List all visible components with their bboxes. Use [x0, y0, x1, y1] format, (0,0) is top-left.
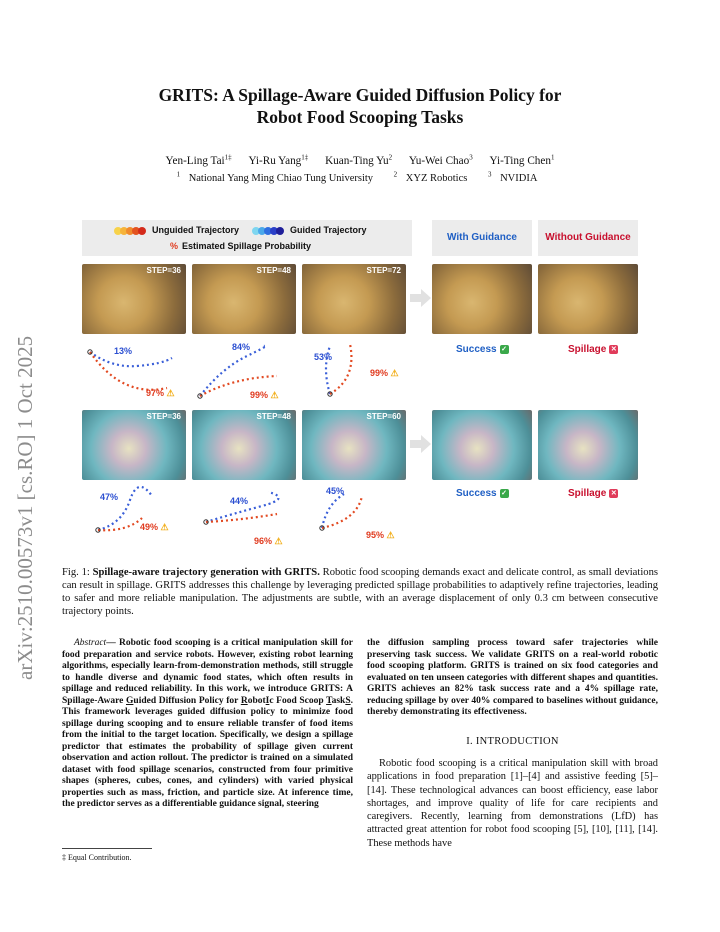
x-icon: ✕ [610, 489, 617, 497]
warning-icon: ⚠ [386, 530, 395, 540]
step-label: STEP=48 [256, 412, 291, 421]
title-line-1: GRITS: A Spillage-Aware Guided Diffusion Policy for [158, 85, 562, 105]
pasta-scoop-photo [82, 264, 186, 334]
cube-result-with-guidance-photo [432, 410, 532, 480]
paper-title [60, 84, 660, 128]
unguided-spillage-percent: 97% ⚠ [146, 388, 175, 398]
step-label: STEP=36 [146, 266, 181, 275]
affiliation: $^1$ National Yang Ming Chiao Tung University [176, 170, 374, 185]
cube-result-without-guidance-photo [538, 410, 638, 480]
guided-legend-dots [252, 227, 284, 235]
author: Yi-Ru Yang$^{1\ddagger}$ [248, 153, 309, 167]
warning-icon: ⚠ [160, 522, 169, 532]
author-block [60, 150, 660, 186]
right-column [367, 638, 658, 850]
caption-label: Fig. 1: [62, 567, 93, 578]
figure-legend [82, 220, 412, 256]
unguided-spillage-percent: 95% ⚠ [366, 530, 395, 540]
title-line-2: Robot Food Scooping Tasks [256, 107, 464, 127]
spillage-label: Spillage ✕ [568, 488, 617, 499]
author: Yi-Ting Chen$^1$ [489, 153, 555, 167]
success-label: Success ✓ [456, 344, 508, 355]
legend-spillage-label: Estimated Spillage Probability [182, 241, 312, 251]
guided-spillage-percent: 84% [232, 342, 251, 352]
trajectory-plot [320, 494, 362, 530]
unguided-spillage-percent: 99% ⚠ [370, 368, 399, 378]
abstract-continued: the diffusion sampling process toward safer trajectories while preserving task success. We validate GRITS on a real-world robotic food scooping platform. GRITS is trained on six food categories and evaluated on ten unseen categories with different shapes and quantities. GRITS achieves an 82% task success rate and a 4% spillage rate, reducing spillage by over 40% compared to baselines without guidance, thereby demonstrating its effectiveness. [367, 638, 658, 717]
affiliation-list [60, 168, 660, 187]
header-with-guidance: With Guidance [432, 220, 532, 256]
warning-icon: ⚠ [166, 388, 175, 398]
author: Yen-Ling Tai$^{1\ddagger}$ [165, 153, 232, 167]
author: Yu-Wei Chao$^3$ [408, 153, 473, 167]
step-label: STEP=48 [256, 266, 291, 275]
warning-icon: ⚠ [274, 536, 283, 546]
left-column [62, 638, 353, 811]
footnote: ‡ Equal Contribution. [62, 853, 132, 862]
unguided-spillage-percent: 49% ⚠ [140, 522, 169, 532]
legend-guided-label: Guided Trajectory [290, 225, 367, 235]
x-icon: ✕ [610, 345, 617, 353]
guided-spillage-percent: 45% [326, 486, 345, 496]
affiliation: $^3$ NVIDIA [487, 170, 538, 185]
figure-caption [62, 566, 658, 618]
arxiv-identifier [4, 270, 44, 690]
cube-scoop-photo [192, 410, 296, 480]
abstract: Abstract— Robotic food scooping is a critical manipulation skill for food preparation and service robots. However, existing robot learning algorithms, especially learn-from-demonstration methods, still struggle to handle diverse and dynamic food states, which often results in spillage and reduced reliability. In this work, we introduce GRITS: A Spillage-Aware Guided Diffusion Policy for RobotIc Food Scoop TaskS. This framework leverages guided diffusion policy to minimize food spillage during scooping and to ensure reliable transfer of food items from the initial to the target location. Specifically, we design a spillage predictor that estimates the probability of spillage given current observation and action rollout. The predictor is trained on a simulated dataset with food spillage scenarios, constructed from four primitive shapes (spheres, cubes, cones, and cylinders) with varied physical properties such as mass, friction, and particle size. At inference time, the predictor serves as a differentiable guidance signal, steering [62, 638, 353, 809]
step-label: STEP=60 [366, 412, 401, 421]
legend-unguided-label: Unguided Trajectory [152, 225, 240, 235]
arrow-icon [410, 434, 432, 454]
cube-scoop-photo [82, 410, 186, 480]
affiliation: $^2$ XYZ Robotics [393, 170, 468, 185]
guided-spillage-percent: 53% [314, 352, 333, 362]
guided-spillage-percent: 44% [230, 496, 249, 506]
warning-icon: ⚠ [270, 390, 279, 400]
figure-1 [82, 220, 642, 550]
warning-icon: ⚠ [390, 368, 399, 378]
check-icon: ✓ [501, 345, 508, 353]
pasta-result-without-guidance-photo [538, 264, 638, 334]
unguided-spillage-percent: 96% ⚠ [254, 536, 283, 546]
unguided-spillage-percent: 99% ⚠ [250, 390, 279, 400]
pasta-scoop-photo [192, 264, 296, 334]
header-without-guidance: Without Guidance [538, 220, 638, 256]
intro-paragraph: Robotic food scooping is a critical manipulation skill with broad applications in food preparation [1]–[4] and assistive feeding [5]–[14]. These technological advances can boost efficiency, ease labor shortages, and improve quality of life for care recipients and caregivers. Recently, learning from demonstrations (LfD) has attracted great attention for robot food scooping [5], [10], [11], [14]. These methods have [367, 758, 658, 849]
step-label: STEP=36 [146, 412, 181, 421]
pasta-scoop-photo [302, 264, 406, 334]
svg-text:arXiv:2510.00573v1 [cs.RO] 1: arXiv:2510.00573v1 [cs.RO] 1 Oct 2025 [13, 335, 37, 680]
spillage-label: Spillage ✕ [568, 344, 617, 355]
success-label: Success ✓ [456, 488, 508, 499]
arrow-icon [410, 288, 432, 308]
step-label: STEP=72 [366, 266, 401, 275]
abstract-label: Abstract [74, 638, 107, 648]
trajectory-row-2 [82, 484, 412, 550]
section-heading: I. INTRODUCTION [466, 735, 559, 747]
abstract-text: Robotic food scooping is a critical manipulation skill for food preparation and service robots. However, existing robot learning algorithms, especially learn-from-demonstration methods, still struggle to handle diverse and dynamic food states, which often results in spillage and reduced reliability. In this work, we introduce GRITS: A Spillage-Aware Guided Diffusion Policy for RobotIc Food Scoop TaskS. This framework leverages guided diffusion policy to minimize food spillage during scooping and to ensure reliable transfer of food items from the initial to the target location. Specifically, we design a spillage predictor that estimates the probability of spillage given current observation and action rollout. The predictor is trained on a simulated dataset with food spillage scenarios, constructed from four primitive shapes (spheres, cubes, cones, and cylinders) with varied physical properties such as mass, friction, and particle size. At inference time, the predictor serves as a differentiable guidance signal, steering [62, 638, 353, 809]
footnote-divider [62, 848, 152, 849]
caption-text: Robotic food scooping demands exact and delicate control, as small deviations can result in spillage. GRITS addresses this challenge by leveraging predicted spillage probabilities to adaptively refine trajectories, leading to safer and more reliable manipulation. The adjustments are subtle, with an average displacement of only 0.3 cm between consecutive trajectory points. [62, 567, 658, 617]
unguided-legend-dots [114, 227, 146, 235]
pasta-result-with-guidance-photo [432, 264, 532, 334]
author-list [60, 150, 660, 168]
guided-spillage-percent: 47% [100, 492, 119, 502]
cube-scoop-photo [302, 410, 406, 480]
check-icon: ✓ [501, 489, 508, 497]
author: Kuan-Ting Yu$^2$ [325, 153, 393, 167]
caption-bold: Spillage-aware trajectory generation with GRITS. [92, 567, 320, 578]
legend-percent-symbol: % [170, 241, 179, 251]
guided-spillage-percent: 13% [114, 346, 133, 356]
